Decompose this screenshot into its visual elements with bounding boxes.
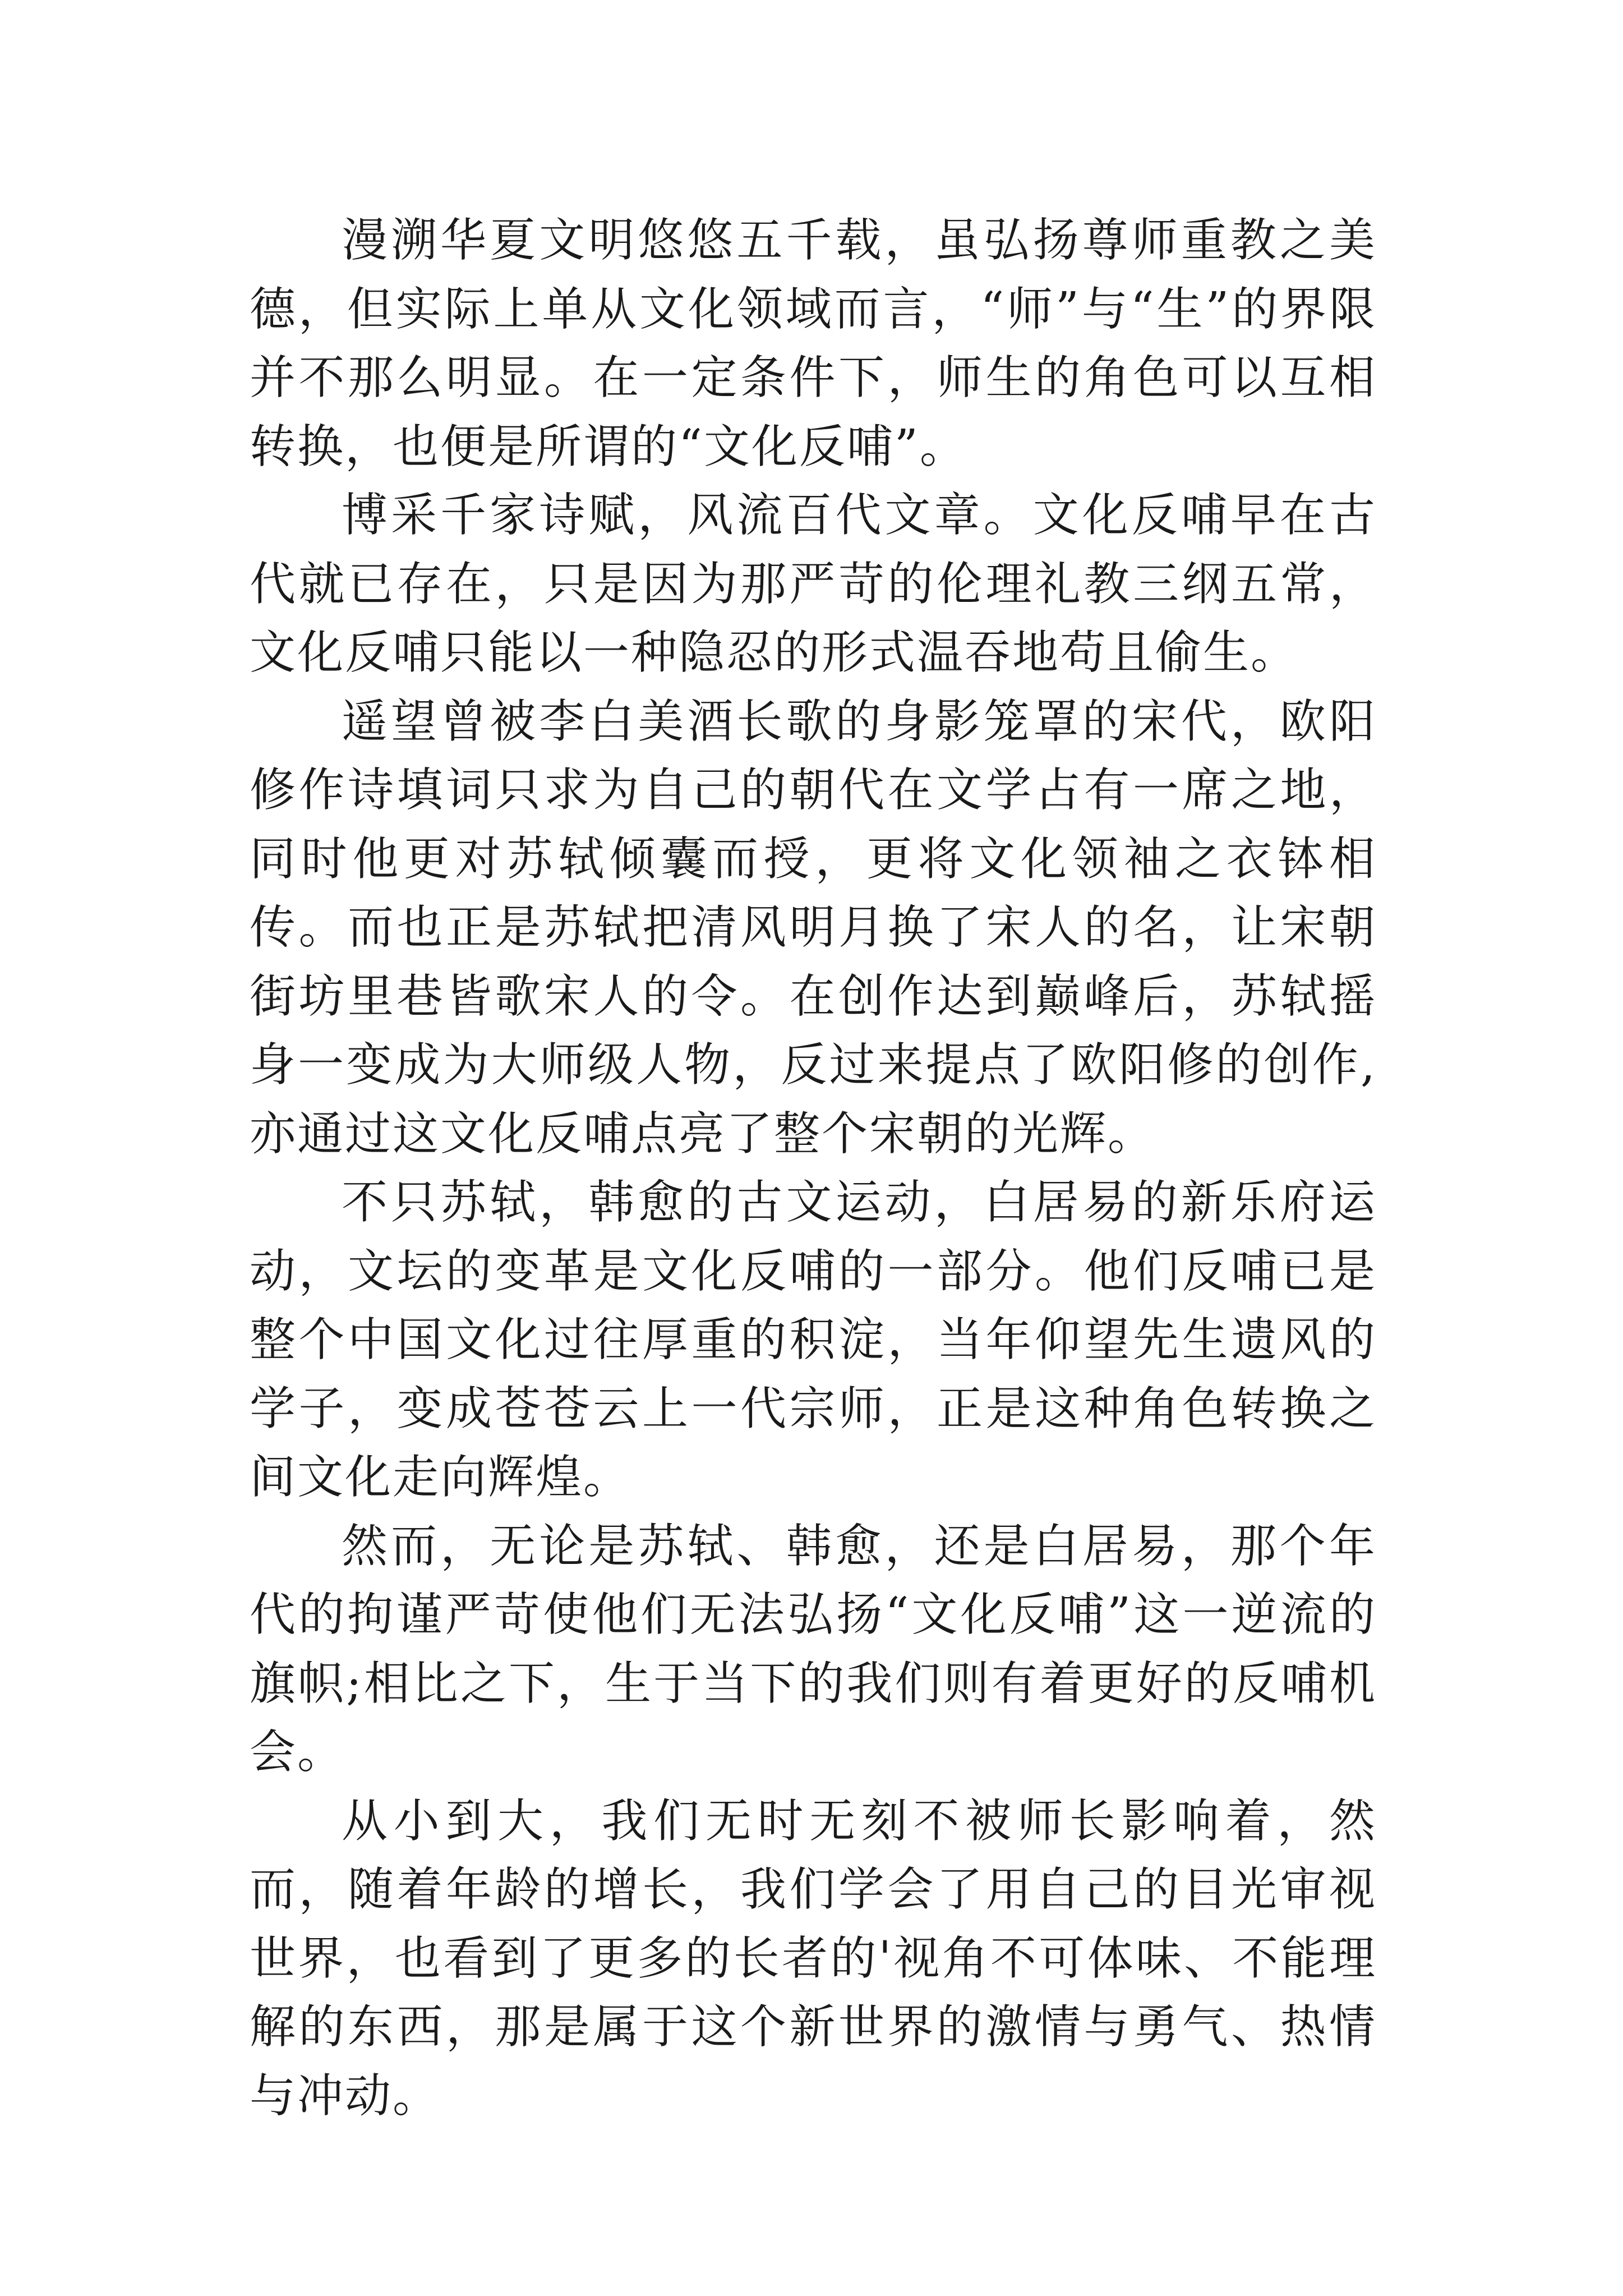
paragraph: 遥望曾被李白美酒长歌的身影笼罩的宋代，欧阳修作诗填词只求为自己的朝代在文学占有一席之地，同时他更对苏轼倾囊而授，更将文化领袖之衣钵相传。而也正是苏轼把清风明月换了宋人的名，让宋朝街坊里巷皆歌宋人的令。在创作达到巅峰后，苏轼摇身一变成为大师级人物，反过来提点了欧阳修的创作,亦通过这文化反哺点亮了整个宋朝的光辉。 [250, 694, 1377, 1161]
essay-body [250, 206, 1377, 2131]
paragraph: 从小到大，我们无时无刻不被师长影响着，然而，随着年龄的增长，我们学会了用自己的目光审视世界，也看到了更多的长者的'视角不可体味、不能理解的东西，那是属于这个新世界的激情与勇气、热情与冲动。 [250, 1794, 1377, 2123]
paragraph: 然而，无论是苏轼、韩愈，还是白居易，那个年代的拘谨严苛使他们无法弘扬“文化反哺”这一逆流的旗帜;相比之下，生于当下的我们则有着更好的反哺机会。 [250, 1519, 1377, 1779]
paragraph: 博采千家诗赋，风流百代文章。文化反哺早在古代就已存在，只是因为那严苛的伦理礼教三纲五常，文化反哺只能以一种隐忍的形式温吞地苟且偷生。 [250, 489, 1377, 679]
paragraph: 漫溯华夏文明悠悠五千载，虽弘扬尊师重教之美德，但实际上单从文化领域而言，“师”与“生”的界限并不那么明显。在一定条件下，师生的角色可以互相转换，也便是所谓的“文化反哺”。 [250, 214, 1377, 473]
paragraph: 不只苏轼，韩愈的古文运动，白居易的新乐府运动，文坛的变革是文化反哺的一部分。他们反哺已是整个中国文化过往厚重的积淀，当年仰望先生遗风的学子，变成苍苍云上一代宗师，正是这种角色转换之间文化走向辉煌。 [250, 1176, 1377, 1504]
